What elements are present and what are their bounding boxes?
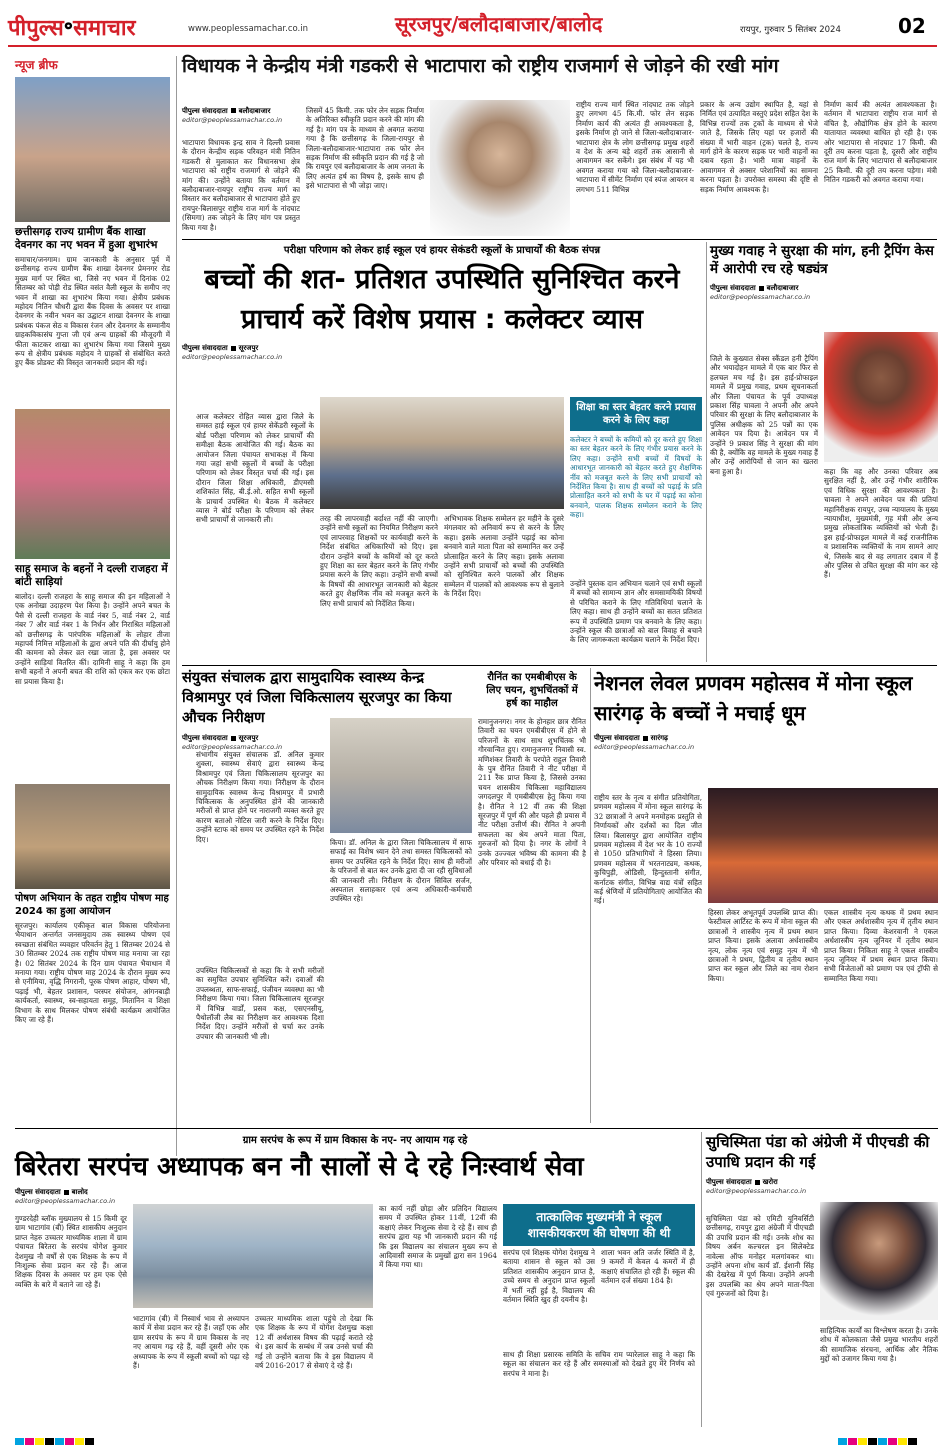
witness-portrait-photo	[824, 332, 938, 462]
top-story-col-3: राष्ट्रीय राज्य मार्ग स्थित नांदघाट तक जोड़ने हुए लगभग 45 कि.मी. फोर लेन सड़क निर्माण कार्य की अत्यंत ही आवश्यकता है, इसके निर्माण हो जाने से जिला-बलौदाबाजार-भाटापारा क्षेत्र के लोग छत्तीसगढ़ प्रमुख शहरों व देश के अन्य बड़े शहरों तक आसानी से आवागमन कर सकेंगे। इस संबंध में यह भी अवगत कराया गया को जिला-बलौदाबाजार-भाटापारा में सीमेंट निर्माण एवं स्पंज आयरन व लगभग 511 विभिन्न	[576, 100, 694, 194]
witness-story	[710, 242, 938, 662]
dance-col-2: हिस्सा लेकर अभूतपूर्व उपलब्धि प्राप्त की। फेस्टीवल आर्टिस्ट के रूप में मोना स्कूल की छात्राओं ने शास्त्रीय नृत्य में प्रथम स्थान प्राप्त किया। इसके अलावा अर्धशास्त्रीय नृत्य, लोक नृत्य एवं समूह नृत्य में भी छात्राओं ने प्रथम, द्वितीय व तृतीय स्थान प्राप्त कर स्कूल और जिले का नाम रोशन किया।	[708, 908, 818, 983]
rotine-headline: रौनिंत का एमबीबीएस के लिए चयन, शुभचिंतकों में हर्ष का माहौल	[478, 668, 586, 713]
collector-headline: बच्चों की शत- प्रतिशत उपस्थिति सुनिश्चित करने प्राचार्य करें विशेष प्रयास : कलेक्टर व्यास	[204, 264, 680, 335]
website-url: www.peoplessamachar.co.in	[188, 24, 309, 34]
sarpanch-byline: पीपुल्स संवाददाता बालोद	[15, 1188, 88, 1196]
collector-col-1: आज कलेक्टर रोहित व्यास द्वारा जिले के समस्त हाई स्कूल एवं हायर सेकेंडरी स्कूलों के बोर्ड परीक्षा परिणाम को लेकर प्राचार्यों की समीक्षा बैठक आयोजित की गई। बैठक का आयोजन जिला पंचायत सभाकक्ष में किया गया जहां सभी स्कूलों में बच्चों के परीक्षा परिणाम को लेकर विस्तृत चर्चा की गई। इस दौरान जिला शिक्षा अधिकारी, डीएमसी शशिकांत सिंह, बी.ई.ओ. सहित सभी स्कूलों के प्राचार्य उपस्थित थे। बैठक में कलेक्टर व्यास ने बोर्ड परीक्षा के परिणाम को लेकर सभी प्राचार्यों से जानकारी ली।	[196, 412, 314, 525]
rotine-story	[478, 668, 586, 1123]
phd-portrait-photo	[820, 1202, 938, 1320]
print-color-bar-right	[838, 1432, 918, 1445]
print-color-bar-left	[15, 1432, 95, 1445]
brief-2-body: बालोद। दल्ली राजहरा के साहू समाज की इन महिलाओं ने एक अनोखा उदाहरण पेश किया है। उन्होंने अपने बचत के पैसे से दल्ली राजहरा के वार्ड नंबर 5, वार्ड नंबर 2, वार्ड नंबर 7 और वार्ड नंबर 1 के निर्धन और निराश्रित महिलाओं को छत्तीसगढ़ के पारंपरिक महिलाओं के लोहार तीजा महापर्व निमित्त महिलाओं के द्वारा अपने पति की दीर्घायु होने की कामना को लेकर व्रत रखा जाता है, इस अवसर पर उन्होंने साड़ियां वितरित कीं। दामिनी साहू ने कहा कि हम सभी बहनों ने अपनी बचत की राशि को एकत्र कर एक छोटा सा प्रयास किया है।	[15, 592, 170, 686]
page-number: 02	[898, 14, 926, 38]
nutrition-month-photo	[15, 784, 170, 889]
top-story-email: editor@peoplessamachar.co.in	[182, 115, 283, 124]
sarpanch-col-2: भाटागांव (बी) में निस्वार्थ भाव से अध्यापन कार्य में सेवा प्रदान कर रहे हैं। जहाँ एक और ग्राम सरपंच के रूप में ग्राम विकास के नए नए आयाम गढ़ रहे हैं, वहीं दूसरी ओर एक अध्यापक के रूप में स्कूली बच्चों को पढ़ा रहे हैं।	[133, 1314, 249, 1371]
collector-col-2: तरह की लापरवाही बर्दाश्त नहीं की जाएगी। उन्होंने सभी स्कूलों का नियमित निरीक्षण करने एवं लापरवाह शिक्षकों पर कार्यवाही करने के निर्देश संबंधित अधिकारियों को दिए। इस दौरान उन्होंने बच्चों के कमियों को दूर करते हुए शिक्षा का स्तर बेहतर करने के लिए गंभीर प्रयास करने के लिए कहा। उन्होंने सभी बच्चों के विषयों की आधारभूत जानकारी को बेहतर करते हुए शैक्षणिक नींव को मजबूत करने के लिए सभी प्राचार्य को निर्देशित किया।	[320, 514, 438, 608]
brief-3-body: सूरजपुर। कार्यालय एकीकृत बाल विकास परियोजना भैयाथान अन्तर्गत जनसमुदाय तक स्वास्थ्य पोषण एवं स्वच्छता संबंधित व्यवहार परिवर्तन हेतु 1 सितम्बर 2024 से 30 सितम्बर 2024 तक राष्ट्रीय पोषण माह मनाया जा रहा है। 02 सितंबर 2024 के दिन ग्राम पंचायत भैयाथान में मनाया गया। राष्ट्रीय पोषण माह 2024 के दौरान मुख्य रूप से एनीमिया, वृद्धि निगरानी, पूरक पोषण आहार, पोषण भी, पढ़ाई भी, बेहतर प्रशासन, परस्पर संयोजन, आंगनबाड़ी कार्यकर्ता, स्वास्थ्य, स्व-सहायता समूह, मितानिन व शिक्षा विभाग के साथ मिलकर पोषण संबंधी कार्यक्रम आयोजित किए जा रहे हैं।	[15, 921, 170, 1025]
news-brief-column	[15, 56, 170, 1201]
phd-story	[706, 1132, 938, 1427]
news-brief-label: न्यूज ब्रीफ	[15, 58, 58, 72]
health-byline: पीपुल्स संवाददाता सूरजपुर	[182, 734, 259, 742]
mla-portrait-photo	[430, 100, 570, 236]
health-headline: संयुक्त संचालक द्वारा सामुदायिक स्वास्थ्य केन्द्र विश्रामपुर एवं जिला चिकित्सालय सूरजपुर का किया औचक निरीक्षण	[182, 670, 452, 726]
collector-story	[182, 242, 702, 662]
collector-col-3: अभिभावक शिक्षक सम्मेलन हर महीने के दूसरे मंगलवार को अनिवार्य रूप से करने के लिए कहा। इसके अलावा उन्होंने पढ़ाई का कोना बनवाने वाले माता पिता को सम्मानित कर उन्हें प्रोत्साहित करने के लिए कहा। इसके अलावा उन्होंने सभी प्राचार्यों को बच्चों की उपस्थिति को सुनिश्चित करने पालकों और शिक्षक सम्मेलन में पालकों को आवश्यक रूप से बुलाने के निर्देश दिए।	[444, 514, 564, 599]
logo-bold: समाचार	[73, 16, 136, 41]
dance-col-3: एकल शास्त्रीय नृत्य कथक में प्रथम स्थान और एकल अर्धशास्त्रीय नृत्य में तृतीय स्थान प्राप्त किया। दिव्या केशरवानी ने एकल अर्धशास्त्रीय नृत्य जूनियर में तृतीय स्थान प्राप्त किया। निकिता साहू ने एकल शास्त्रीय नृत्य जूनियर में प्रथम स्थान प्राप्त किया। सभी विजेताओं को प्रमाण पत्र एवं ट्रॉफी से सम्मानित किया गया।	[824, 908, 938, 983]
health-col-3: किया। डॉ. अनिल के द्वारा जिला चिकित्सालय में साफ सफाई का विशेष ध्यान देने तथा समस्त चिकित्सकों को समय पर उपस्थित रहने के निर्देश दिए। साथ ही मरीजों के परिजनों से बात कर उनके द्वारा दी जा रही सुविधाओं की जानकारी ली। निरीक्षण के दौरान सिविल सर्जन, अस्पताल सलाहकार एवं अन्य अधिकारी-कर्मचारी उपस्थित रहे।	[330, 838, 472, 904]
dateline: रायपुर, गुरुवार 5 सितंबर 2024	[740, 25, 841, 35]
dance-byline: पीपुल्स संवाददाता सारंगढ़	[594, 734, 668, 742]
health-col-2: उपस्थित चिकित्सकों से कहा कि वे सभी मरीजों का समुचित उपचार सुनिश्चित करें। दवाओं की उपलब्धता, साफ-सफाई, पंजीयन व्यवस्था का भी निरीक्षण किया गया। जिला चिकित्सालय सूरजपुर में विभिन्न वार्डों, प्रसव कक्ष, एसएनसीयू, पैथोलॉजी लैब का निरीक्षण कर आवश्यक दिशा निर्देश दिए। उन्होंने मरीजों से चर्चा कर उनके उपचार की जानकारी भी ली।	[196, 966, 324, 1041]
health-col-1: संभागीय संयुक्त संचालक डॉ. अनिल कुमार शुक्ला, स्वास्थ्य सेवाएं द्वारा स्वास्थ्य केन्द्र विश्रामपुर एवं जिला चिकित्सालय सूरजपुर का औचक निरीक्षण किया गया। निरीक्षण के दौरान सामुदायिक स्वास्थ्य केन्द्र विश्रामपुर में प्रभारी चिकित्सक के अनुपस्थित होने की जानकारी मरीजों से प्राप्त होने पर नाराजगी व्यक्त करते हुए कारण बताओ नोटिस जारी करने के निर्देश दिए। उन्होंने स्टाफ को समय पर उपस्थित रहने के निर्देश दिए।	[196, 750, 324, 844]
dance-story	[594, 668, 938, 1123]
sarpanch-col-1: गुण्डरदेही ब्लॉक मुख्यालय से 15 किमी दूर ग्राम भाटागांव (बी) स्थित शासकीय अनुदान प्राप्त नेहरु उच्चतर माध्यमिक शाला में ग्राम पंचायत बिरेतरा के सरपंच योगेश कुमार देशमुख नौ वर्षों से एक शिक्षक के रूप में निःशुल्क सेवा प्रदान कर रहे हैं। आज शिक्षक दिवस के अवसर पर हम एक ऐसे व्यक्ति के बारे में बताने जा रहे हैं।	[15, 1214, 127, 1289]
top-story-col-5: निर्माण कार्य की अत्यंत आवश्यकता है। वर्तमान में भाटापारा राष्ट्रीय राज मार्ग से वंचित है, औद्योगिक क्षेत्र होने के कारण यातायात व्यवस्था बाधित हो रही है। एक ओर भाटापारा से नांदघाट 17 किमी. की दूरी तय करना पड़ता है, दूसरी ओर राष्ट्रीय राज मार्ग के लिए भाटापारा से बलौदाबाजार 25 किमी. की दूरी तय करना पड़ेगा। मंत्री नितिन गडकरी को अवगत कराया गया।	[824, 100, 937, 185]
phd-col-2: साहित्यिक कार्यों का विश्लेषण करता है। उनके शोध में कोलकाता जैसे प्रमुख भारतीय शहरों की सामाजिक संरचना, आर्थिक और नैतिक मुद्दों को उजागर किया गया है।	[820, 1326, 938, 1364]
witness-col-1: जिले के कुख्यात सेक्स स्कैंडल हनी ट्रैपिंग और भयादोहन मामले में एक बार फिर से हलचल मच गई है। इस हाई-प्रोफाइल मामले में प्रमुख गवाह, प्रथम सूचनाकर्ता और जिला पंचायत के पूर्व उपाध्यक्ष प्रकाश सिंह चावला ने अपनी और अपने परिवार की सुरक्षा के लिए बलौदाबाजार के पुलिस अधीक्षक को 25 पन्नों का एक आवेदन पत्र दिया है। आवेदन पत्र में उन्होंने 9 प्रकाश सिंह ने सुरक्षा की मांग की है, क्योंकि वह मामले के मुख्य गवाह हैं और उन्हें आरोपियों से जान का खतरा बना हुआ है।	[710, 354, 818, 476]
witness-col-2: कहा कि वह और उनका परिवार अब सुरक्षित नहीं है, और उन्हें गंभीर शारीरिक एवं विधिक सुरक्षा की आवश्यकता है। चावला ने अपने आवेदन पत्र की प्रतियां महानिरीक्षक रायपुर, उच्च न्यायालय के मुख्य न्यायाधीश, मुख्यमंत्री, गृह मंत्री और अन्य प्रमुख लोकतांत्रिक व्यक्तियों को भेजी हैं। इस हाई-प्रोफाइल मामले में कई राजनीतिक व प्रशासनिक व्यक्तियों के नाम सामने आए थे, जिसके बाद से वह लगातार दबाव में हैं और पुलिस से उचित सुरक्षा की मांग कर रहे हैं।	[824, 467, 938, 580]
brief-2-headline: साहू समाज के बहनों ने दल्ली राजहरा में बांटी साड़ियां	[15, 563, 168, 588]
phd-divider	[701, 1132, 702, 1427]
witness-headline: मुख्य गवाह ने सुरक्षा की मांग, हनी ट्रैपिंग केस में आरोपी रच रहे षड्यंत्र	[710, 243, 934, 277]
top-story-col-1: भाटापारा विधायक इन्द्र साव ने दिल्ली प्रवास के दौरान केन्द्रीय सड़क परिवहन मंत्री नितिन गडकरी से मुलाकात कर विधानसभा क्षेत्र भाटापारा को राष्ट्रीय राजमार्ग से जोड़ने की मांग की। उन्होंने बताया कि वर्तमान में बलौदाबाजार-रायपुर राष्ट्रीय राज्य मार्ग का विस्तार कर बलौदाबाजार से भाटापारा होते हुए रायपुर-बिलासपुर राष्ट्रीय राज मार्ग के नांदघाट (सिमगा) तक जोड़ने के लिए मांग पत्र प्रस्तुत किया गया है।	[182, 138, 300, 232]
sarpanch-col-6: साथ ही शिक्षा प्रसारक समिति के सचिव राम प्यारेलाल साहू ने कहा कि स्कूल का संचालन कर रहे हैं और समस्याओं को देखते हुए मेरे निर्णय को सरपंच ने माना है।	[503, 1350, 695, 1378]
phd-byline: पीपुल्स संवाददाता खरोरा	[706, 1178, 778, 1186]
logo-text: पीपुल्स	[8, 16, 64, 41]
principals-meeting-photo	[320, 397, 564, 509]
sarpanch-email: editor@peoplessamachar.co.in	[15, 1197, 116, 1205]
sarpanch-box	[503, 1204, 695, 1424]
collector-email: editor@peoplessamachar.co.in	[182, 353, 283, 361]
top-story-col-2: जिसमें 45 किमी. तक फोर लेन सड़क निर्माण के अतिरिक्त स्वीकृति प्रदान करने की मांग की गई है। मांग पत्र के माध्यम से अवगत कराया गया है कि छत्तीसगढ़ के जिला-रायपुर से जिला-बलौदाबाजार-भाटापारा तक फोर लेन सड़क निर्माण की स्वीकृति प्रदान की गई है जो कि रायपुर एवं बलौदाबाजार के आम जनता के लिए अत्यंत हर्ष का विषय है, इसके साथ ही इसे भाटापारा से भी जोड़ा जाए।	[306, 106, 424, 191]
health-email: editor@peoplessamachar.co.in	[182, 743, 283, 751]
dance-divider	[590, 668, 591, 1123]
sarpanch-headline: बिरेतरा सरपंच अध्यापक बन नौ सालों से दे रहे निःस्वार्थ सेवा	[15, 1152, 584, 1182]
witness-byline: पीपुल्स संवाददाता बलौदाबाजार	[710, 284, 799, 292]
phd-email: editor@peoplessamachar.co.in	[706, 1187, 807, 1195]
collector-byline: पीपुल्स संवाददाता सूरजपुर	[182, 344, 259, 352]
education-box-body: कलेक्टर ने बच्चों के कमियों को दूर करते हुए शिक्षा का स्तर बेहतर करने के लिए गंभीर प्रयास करने के लिए कहा। उन्होंने सभी बच्चों में विषयों के आधारभूत जानकारी को बेहतर करते हुए शैक्षणिक नींव को मजबूत करने के लिए सभी प्राचार्यों को निर्देशित किया है। साथ ही बच्चों को पढ़ाई के प्रति प्रोत्साहित करने को सभी के घर में पढ़ाई का कोना बनवाने, पालक शिक्षक सम्मेलन कराने के लिए कहा।	[570, 435, 702, 520]
section-title: सूरजपुर/बलौदाबाजार/बालोद	[395, 12, 603, 36]
brief-1-body: समाचार/जनगाम। ग्राम जानकारी के अनुसार पूर्व में छत्तीसगढ़ राज्य ग्रामीण बैंक शाखा देवनगर प्रेमनगर रोड मुख्य मार्ग पर स्थित था, जिसे नए भवन में दिनांक 02 सितम्बर को पोड़ी रोड स्थित वसंत वैली स्कूल के समीप नए भवन में शाखा का शुभारंभ किया गया। क्षेत्रीय प्रबंधक महोदय नितिन चौधरी द्वारा बैंक दिवस के अवसर पर शाखा देवनगर के नवीन भवन का उद्घाटन शाखा देवनगर के शाखा प्रबंधक पंकज सेठ व विकास रंजन और देवनगर के सम्मानीय ग्राहकविकासंघ गुप्ता जी एवं अन्य ग्राहकों की मौजूदगी में फीता काटकर शाखा का शुभारंभ किया गया जिसमे मुख्य रूप से क्षेत्रीय प्रबंधक महोदय ने ग्राहकों से संबोधित करते हुए बैंक प्रोडक्ट की विस्तृत जानकारी प्रदान की गई।	[15, 255, 170, 368]
top-story	[182, 56, 937, 236]
brief-1-headline: छत्तीसगढ़ राज्य ग्रामीण बैंक शाखा देवनगर का नए भवन में हुआ शुभारंभ	[15, 226, 158, 251]
phd-headline: सुचिस्मिता पंडा को अंग्रेजी में पीएचडी की उपाधि प्रदान की गई	[706, 1133, 930, 1171]
bottom-rule	[15, 1128, 938, 1129]
top-story-headline: विधायक ने केन्द्रीय मंत्री गडकरी से भाटापारा को राष्ट्रीय राजमार्ग से जोड़ने की रखी मांग	[182, 55, 779, 77]
witness-divider	[706, 242, 707, 662]
rotine-body: रामानुजनगर। नगर के होनहार छात्र रौनित तिवारी का चयन एमबीबीएस में होने से परिजनों के साथ साथ शुभचिंतक भी गौरवान्वित हुए। रामानुजनगर निवासी स्व. मणिशंकर तिवारी के परपोते राहुल तिवारी के पुत्र रौनित तिवारी ने नीट परीक्षा में 211 रैंक प्राप्त किया है, जिससे उनका चयन शासकीय चिकित्सा महाविद्यालय जगदलपुर में एमबीबीएस हेतु किया गया है। रौनित ने 12 वीं तक की शिक्षा सूरजपुर में पूर्ण की और पहले ही प्रयास में नीट परीक्षा उत्तीर्ण की। रौनित ने अपनी सफलता का श्रेय अपने माता पिता, गुरुजनों को दिया है। नगर के लोगों ने उनके उज्ज्वल भविष्य की कामना की है और परिवार को बधाई दी है।	[478, 717, 586, 868]
sarpanch-class-photo	[133, 1204, 373, 1308]
dance-headline: नेशनल लेवल प्रणवम महोत्सव में मोना स्कूल सारंगढ़ के बच्चों ने मचाई धूम	[594, 671, 913, 725]
top-story-col-4: प्रकार के अन्य उद्योग स्थापित है, यहां से निर्मित एवं उत्पादित वस्तुएं प्रदेश सहित देश के विभिन्न राज्यों तक ट्रकों के माध्यम से भेजे जाते है, जिसके लिए यहां पर हजारों की संख्या में भारी वाहन (ट्रक) चलते है, राज्य मार्ग होने के कारण सड़क पर भारी वाहनों का दबाव रहता है। भारी मात्रा वाहनों के आवागमन से अक्सर परेशानियों का सामना करना पड़ता है। उपरोक्त समस्या की दृष्टि से सड़क निर्माण आवश्यक है।	[700, 100, 818, 194]
sarpanch-col-3: उच्चतर माध्यमिक शाला पहुंचे तो देखा कि एक शिक्षक के रूप में योगेश देशमुख कक्षा 12 वीं अर्थशास्त्र विषय की पढ़ाई कराते रहे थे। इस कार्य के सम्बंध में जब उनसे चर्चा की गई तो उन्होंने बताया कि वे इस विद्यालय में वर्ष 2016-2017 से सेवाएं दे रहे हैं।	[255, 1314, 373, 1371]
health-story	[182, 668, 472, 1123]
sarpanch-col-4: का कार्य नहीं छोड़ा और प्रतिदिन विद्यालय समय में उपस्थित होकर 11वीं, 12वीं की कक्षाएं लेकर निःशुल्क सेवा दे रहे हैं। साथ ही सरपंच द्वारा यह भी जानकारी प्रदान की गई कि इस विद्यालय का संचालन मुख्य रूप से आदिवासी समाज के प्रमुखों द्वारा सन 1964 में किया गया था।	[379, 1204, 497, 1270]
sarees-distribution-photo	[15, 409, 170, 559]
top-story-rule	[182, 239, 937, 240]
dance-email: editor@peoplessamachar.co.in	[594, 743, 695, 751]
education-box-headline: शिक्षा का स्तर बेहतर करने प्रयास करने के लिए कहा	[570, 397, 702, 431]
collector-col-4: उन्होंने पुस्तक दान अभियान चलाने एवं सभी स्कूलों में बच्चों को सामान्य ज्ञान और समसामयिकी विषयों से परिचित कराने के लिए गतिविधियां चलाने के लिए कहा। साथ ही उन्होंने बच्चों का सतत प्रतिशत रूप में उपस्थिति प्रमाण पत्र बनवाने के लिए कहा। उन्होंने स्कूल की छात्राओं को बाल विवाह से बचाने के लिए जागरूकता कार्यक्रम चलाने के निर्देश दिए।	[570, 579, 702, 645]
sarpanch-col-5: शाला भवन अति जर्जर स्थिति में है, 9 कमरों में केवल 4 कमरों में ही कक्षाएं संचालित हो रही हैं। स्कूल की वर्तमान दर्ज संख्या 184 है।	[601, 1248, 695, 1286]
masthead-rule	[8, 45, 937, 47]
dance-performance-photo	[708, 788, 938, 903]
sarpanch-box-body: सरपंच एवं शिक्षक योगेश देशमुख ने बताया शासन से स्कूल को उस प्रतिशत शासकीय अनुदान प्राप्त है, उच्चे समय से अनुदान प्राप्त स्कूलों में भर्ती नहीं हुई है, विद्यालय की वर्तमान स्थिति खुद ही दयनीय है।	[503, 1248, 595, 1305]
hospital-inspection-photo	[330, 718, 472, 833]
bank-inauguration-photo	[15, 77, 170, 222]
top-story-byline: पीपुल्स संवाददाता बलौदाबाजार	[182, 106, 271, 115]
mid-rule	[182, 665, 937, 666]
education-box	[570, 397, 702, 662]
collector-kicker: परीक्षा परिणाम को लेकर हाई स्कूल एवं हायर सेकंडरी स्कूलों के प्राचार्यों की बैठक संपन्न	[283, 245, 601, 256]
phd-col-1: सुचिस्मिता पंडा को एमिटी यूनिवर्सिटी छत्तीसगढ़, रायपुर द्वारा अंग्रेजी में पीएचडी की उपाधि प्रदान की गई। उनके शोध का विषय अर्बन कल्चरल इन सिलेक्टेड नावेल्स ऑफ मनोहर मलगांवकर था। उन्होंने अपना शोध कार्य डॉ. ईशानी सिंह की देखरेख में पूर्ण किया। उन्होंने अपनी इस उपलब्धि का श्रेय अपने माता-पिता एवं गुरुजनों को दिया है।	[706, 1214, 814, 1299]
sarpanch-story	[15, 1132, 695, 1427]
sarpanch-box-headline: तात्कालिक मुख्यमंत्री ने स्कूल शासकीयकरण की घोषणा की थी	[503, 1204, 695, 1246]
left-column-divider	[176, 56, 177, 1156]
witness-email: editor@peoplessamachar.co.in	[710, 293, 811, 301]
masthead-logo: पीपुल्स॰समाचार	[8, 16, 136, 41]
dance-col-1: राष्ट्रीय स्तर के नृत्य व संगीत प्रतियोगिता, प्रणवम महोत्सव में मोना स्कूल सारंगढ़ के 32 छात्राओं ने अपने मनमोहक प्रस्तुति से निर्णायकों और दर्शकों का दिल जीत लिया। बिलासपुर द्वारा आयोजित राष्ट्रीय प्रणवम महोत्सव में देश भर के 10 राज्यों से 1050 प्रतिभागियों ने हिस्सा लिया। प्रणवम महोत्सव में भरतनाट्यम, कथक, कुचिपुड़ी, ओडिसी, हिन्दुस्तानी संगीत, कर्नाटक संगीत, विभिन्न वाद्य यंत्रों सहित कई श्रेणियों में प्रतियोगिताएं आयोजित की गई।	[594, 793, 702, 906]
brief-3-headline: पोषण अभियान के तहत राष्ट्रीय पोषण माह 2024 का हुआ आयोजन	[15, 893, 169, 917]
sarpanch-kicker: ग्राम सरपंच के रूप में ग्राम विकास के नए- नए आयाम गढ़ रहे	[242, 1135, 468, 1146]
masthead	[0, 0, 945, 52]
